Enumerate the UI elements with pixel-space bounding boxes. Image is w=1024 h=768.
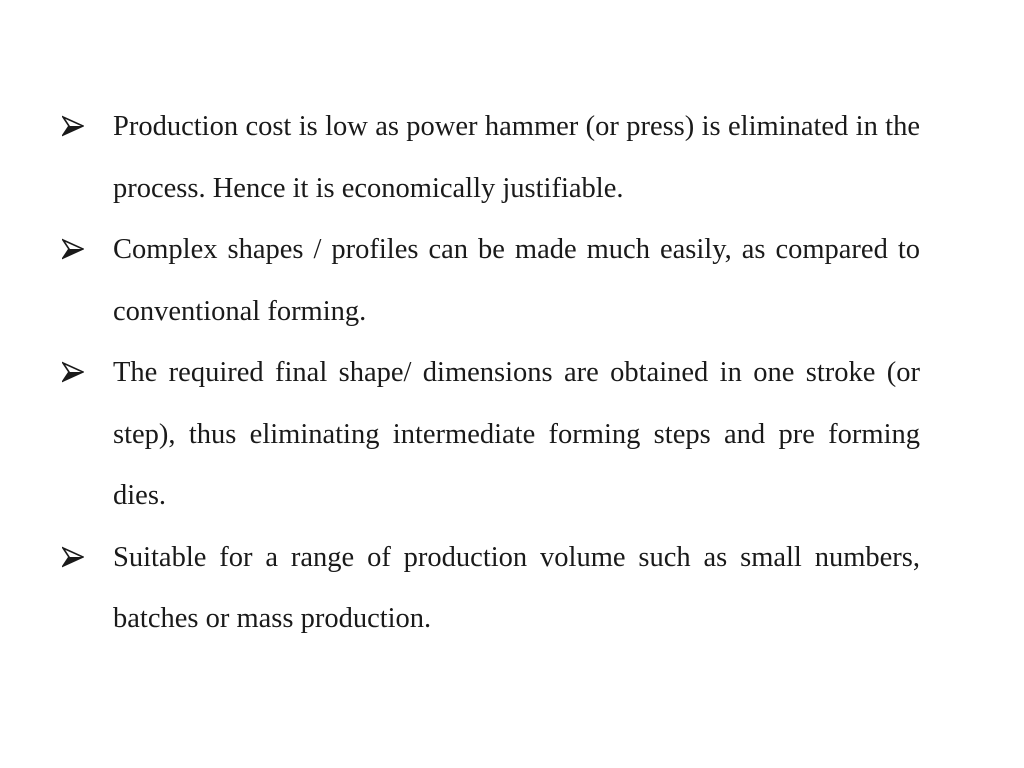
- arrowhead-bullet-icon: [62, 115, 84, 137]
- arrowhead-bullet-icon: [62, 546, 84, 568]
- bullet-text-3: The required final shape/ dimensions are obtained in one stroke (or step), thus eliminating intermediate forming steps and pre forming dies.: [113, 357, 920, 511]
- bullet-item-2: [62, 219, 920, 342]
- arrowhead-bullet-icon: [62, 361, 84, 383]
- bullet-text-2: Complex shapes / profiles can be made much easily, as compared to conventional forming.: [113, 234, 920, 327]
- bullet-text-1: Production cost is low as power hammer (or press) is eliminated in the process. Hence it is economically justifiable.: [113, 111, 920, 204]
- bullet-item-1: [62, 96, 920, 219]
- bullet-item-3: [62, 342, 920, 527]
- bullet-text-4: Suitable for a range of production volume such as small numbers, batches or mass production.: [113, 541, 920, 634]
- bullet-item-4: [62, 527, 920, 650]
- bullet-list: [62, 96, 920, 650]
- arrowhead-bullet-icon: [62, 238, 84, 260]
